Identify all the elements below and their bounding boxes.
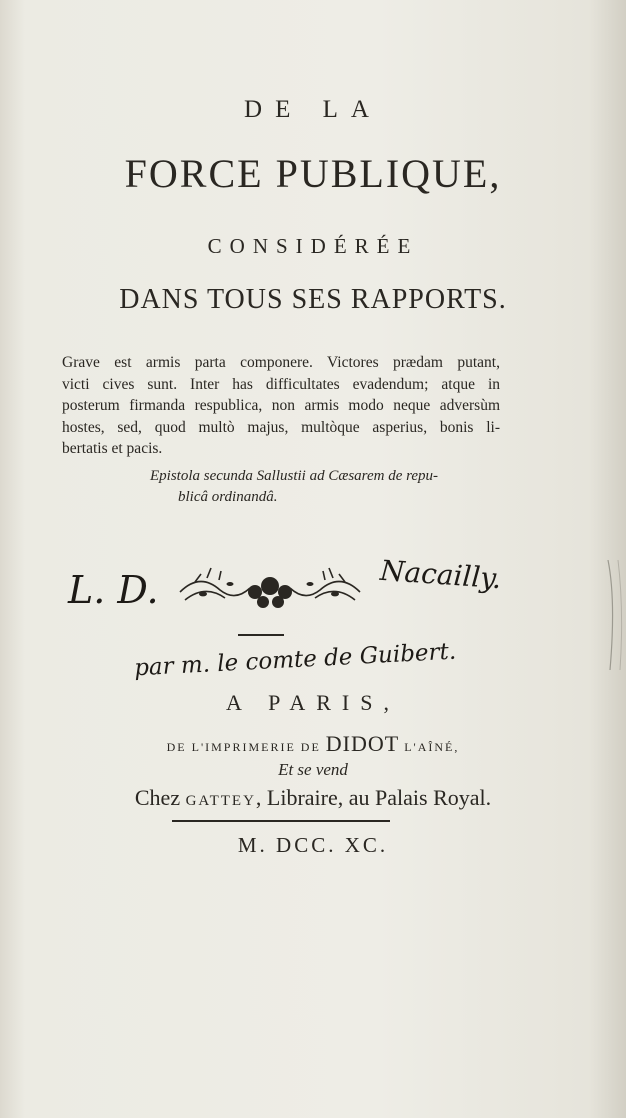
chez-suffix: , Libraire, au Palais Royal. <box>255 785 492 810</box>
subtitle-considered: CONSIDÉRÉE <box>207 234 419 258</box>
epigraph-line: posterum firmanda respublica, non armis modo neque adversùm <box>62 397 500 415</box>
epigraph-line: Grave est armis parta componere. Victores prædam putant, <box>62 354 500 371</box>
printer-prefix: DE L'IMPRIMERIE DE <box>166 740 326 754</box>
floral-ornament-icon <box>175 562 365 614</box>
bookseller-name: GATTEY <box>185 793 256 809</box>
epigraph <box>62 352 500 460</box>
heading-de-la: DE LA <box>244 96 382 123</box>
imprint-sold: Et se vend <box>278 760 348 779</box>
page-edge-shadow <box>604 560 626 670</box>
printer-name: DIDOT <box>325 731 400 756</box>
imprint-date: M. DCC. XC. <box>237 833 389 857</box>
main-title: FORCE PUBLIQUE, <box>124 151 502 196</box>
handwritten-note: par m. le comte de Guibert. <box>133 638 457 682</box>
chez-prefix: Chez <box>134 785 186 810</box>
handwritten-initials: L. D. <box>68 568 159 612</box>
imprint-city: A PARIS, <box>225 690 400 715</box>
subtitle-all-aspects: DANS TOUS SES RAPPORTS. <box>119 284 507 315</box>
imprint-printer <box>0 731 626 757</box>
attribution-line-1: Epistola secunda Sallustii ad Cæsarem de repu- <box>150 468 439 484</box>
epigraph-attribution <box>150 466 500 508</box>
epigraph-line: bertatis et pacis. <box>62 440 163 458</box>
short-rule <box>238 634 284 636</box>
imprint-bookseller <box>0 785 626 811</box>
imprint-rule <box>172 820 390 822</box>
attribution-line-2: blicâ ordinandâ. <box>178 489 278 505</box>
epigraph-line: victi cives sunt. Inter has difficultates evadendum; atque in <box>62 375 500 393</box>
epigraph-line: hostes, sed, quod multò majus, multòque asperius, bonis li- <box>62 418 500 436</box>
printer-suffix: L'AÎNÉ, <box>399 740 460 754</box>
handwritten-signature: Nacailly. <box>378 553 503 596</box>
